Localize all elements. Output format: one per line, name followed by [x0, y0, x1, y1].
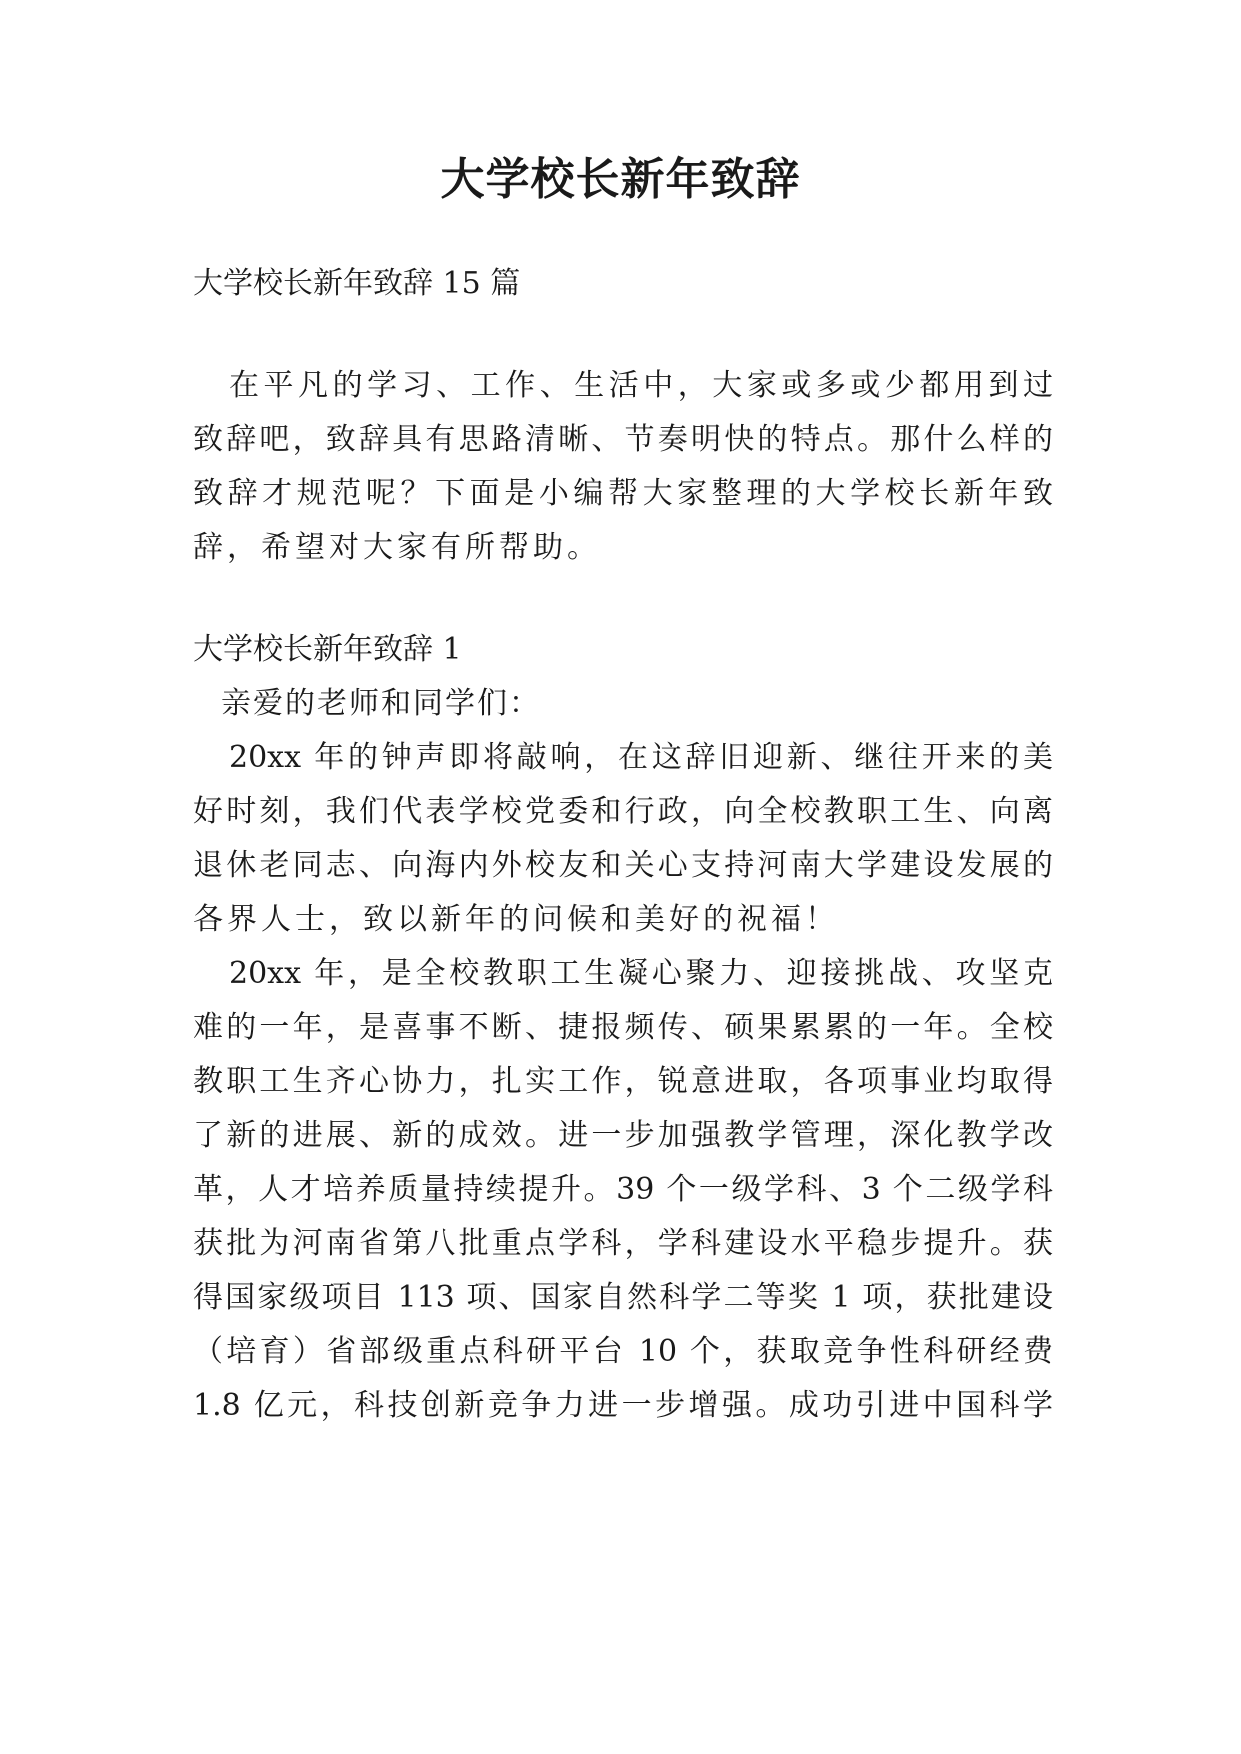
- section-heading: 大学校长新年致辞 1: [193, 632, 462, 667]
- paragraph-line: 20xx 年，是全校教职工生凝心聚力、迎接挑战、攻坚克: [229, 956, 1053, 991]
- document-title: 大学校长新年致辞: [440, 154, 801, 205]
- salutation: 亲爱的老师和同学们：: [221, 686, 541, 721]
- paragraph-line: 好时刻，我们代表学校党委和行政，向全校教职工生、向离: [193, 794, 1053, 829]
- intro-line: 致辞才规范呢？下面是小编帮大家整理的大学校长新年致: [193, 476, 1053, 511]
- intro-line: 在平凡的学习、工作、生活中，大家或多或少都用到过: [229, 368, 1053, 403]
- paragraph-line: 难的一年，是喜事不断、捷报频传、硕果累累的一年。全校: [193, 1010, 1053, 1045]
- paragraph-line: （培育）省部级重点科研平台 10 个，获取竞争性科研经费: [193, 1334, 1053, 1369]
- paragraph-line: 得国家级项目 113 项、国家自然科学二等奖 1 项，获批建设: [193, 1280, 1053, 1315]
- paragraph-line: 退休老同志、向海内外校友和关心支持河南大学建设发展的: [193, 848, 1053, 883]
- paragraph-line: 教职工生齐心协力，扎实工作，锐意进取，各项事业均取得: [193, 1064, 1053, 1099]
- document-subtitle: 大学校长新年致辞 15 篇: [193, 266, 521, 301]
- paragraph-line: 各界人士，致以新年的问候和美好的祝福！: [193, 902, 839, 937]
- paragraph-line: 革，人才培养质量持续提升。39 个一级学科、3 个二级学科: [193, 1172, 1053, 1207]
- intro-line: 辞，希望对大家有所帮助。: [193, 530, 601, 565]
- intro-line: 致辞吧，致辞具有思路清晰、节奏明快的特点。那什么样的: [193, 422, 1053, 457]
- paragraph-line: 获批为河南省第八批重点学科，学科建设水平稳步提升。获: [193, 1226, 1053, 1261]
- paragraph-line: 20xx 年的钟声即将敲响，在这辞旧迎新、继往开来的美: [229, 740, 1053, 775]
- paragraph-line: 1.8 亿元，科技创新竞争力进一步增强。成功引进中国科学: [193, 1388, 1053, 1423]
- paragraph-line: 了新的进展、新的成效。进一步加强教学管理，深化教学改: [193, 1118, 1053, 1153]
